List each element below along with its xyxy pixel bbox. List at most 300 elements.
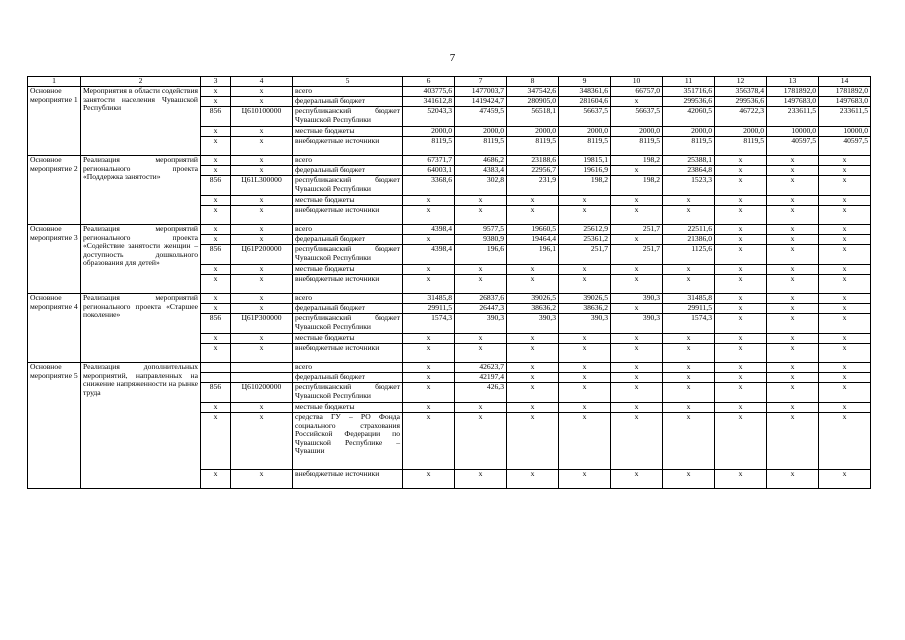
amount-cell: 8119,5	[507, 137, 559, 156]
amount-cell: х	[663, 363, 715, 373]
amount-cell: 21386,0	[663, 235, 715, 245]
amount-cell: 280905,0	[507, 97, 559, 107]
target-article-code-cell: х	[231, 127, 293, 137]
target-article-code-cell: х	[231, 294, 293, 304]
amount-cell: 251,7	[611, 245, 663, 265]
amount-cell: х	[403, 235, 455, 245]
target-article-code-cell: х	[231, 235, 293, 245]
amount-cell: х	[819, 265, 871, 275]
amount-cell: 56637,5	[611, 107, 663, 127]
amount-cell: 8119,5	[559, 137, 611, 156]
amount-cell: х	[559, 275, 611, 294]
amount-cell: х	[507, 344, 559, 363]
amount-cell: 56518,1	[507, 107, 559, 127]
amount-cell: 25612,9	[559, 225, 611, 235]
amount-cell: х	[767, 334, 819, 344]
table-row	[28, 87, 871, 97]
amount-cell: х	[403, 373, 455, 383]
amount-cell: 198,2	[611, 176, 663, 196]
funding-source-cell: всего	[293, 225, 403, 235]
amount-cell: 19660,5	[507, 225, 559, 235]
amount-cell: х	[403, 265, 455, 275]
amount-cell: х	[715, 373, 767, 383]
amount-cell: х	[507, 373, 559, 383]
amount-cell: х	[663, 373, 715, 383]
funding-source-cell: федеральный бюджет	[293, 235, 403, 245]
amount-cell: х	[611, 403, 663, 413]
amount-cell: х	[611, 206, 663, 225]
amount-cell: х	[767, 470, 819, 489]
amount-cell: х	[715, 196, 767, 206]
amount-cell: х	[507, 470, 559, 489]
amount-cell: х	[819, 334, 871, 344]
amount-cell: 8119,5	[611, 137, 663, 156]
amount-cell: 22511,6	[663, 225, 715, 235]
amount-cell: 29911,5	[663, 304, 715, 314]
amount-cell: 22956,7	[507, 166, 559, 176]
amount-cell: 356378,4	[715, 87, 767, 97]
amount-cell: 38636,2	[559, 304, 611, 314]
amount-cell: х	[715, 363, 767, 373]
header-cell: 9	[559, 77, 611, 87]
amount-cell: 8119,5	[403, 137, 455, 156]
amount-cell: х	[767, 206, 819, 225]
target-article-code-cell: Ц61P300000	[231, 314, 293, 334]
amount-cell: х	[663, 334, 715, 344]
amount-cell: х	[819, 470, 871, 489]
amount-cell: х	[403, 383, 455, 403]
chief-administrator-code-cell: х	[201, 166, 231, 176]
funding-source-cell: внебюджетные источники	[293, 470, 403, 489]
amount-cell: 38636,2	[507, 304, 559, 314]
amount-cell: х	[663, 413, 715, 470]
amount-cell: х	[611, 383, 663, 403]
amount-cell: х	[663, 403, 715, 413]
amount-cell: х	[715, 314, 767, 334]
amount-cell: х	[715, 245, 767, 265]
amount-cell: х	[715, 413, 767, 470]
amount-cell: х	[715, 470, 767, 489]
amount-cell: х	[559, 373, 611, 383]
amount-cell: х	[559, 403, 611, 413]
amount-cell: х	[819, 383, 871, 403]
target-article-code-cell: х	[231, 156, 293, 166]
chief-administrator-code-cell: х	[201, 97, 231, 107]
amount-cell: х	[507, 363, 559, 373]
funding-source-cell: республиканский бюджет Чувашской Республики	[293, 245, 403, 265]
chief-administrator-code-cell: 856	[201, 176, 231, 196]
chief-administrator-code-cell: 856	[201, 314, 231, 334]
funding-source-cell: внебюджетные источники	[293, 137, 403, 156]
header-cell: 10	[611, 77, 663, 87]
amount-cell: х	[559, 265, 611, 275]
amount-cell: х	[611, 275, 663, 294]
amount-cell: х	[403, 363, 455, 373]
amount-cell: 390,3	[611, 294, 663, 304]
amount-cell: 281604,6	[559, 97, 611, 107]
amount-cell: 1477003,7	[455, 87, 507, 97]
target-article-code-cell: Ц61L300000	[231, 176, 293, 196]
amount-cell: 39026,5	[559, 294, 611, 304]
amount-cell: х	[819, 403, 871, 413]
funding-source-cell: республиканский бюджет Чувашской Республики	[293, 314, 403, 334]
amount-cell: 347542,6	[507, 87, 559, 97]
amount-cell: 25388,1	[663, 156, 715, 166]
funding-source-cell: федеральный бюджет	[293, 97, 403, 107]
amount-cell: х	[715, 344, 767, 363]
amount-cell: 8119,5	[715, 137, 767, 156]
chief-administrator-code-cell: х	[201, 403, 231, 413]
amount-cell: 251,7	[611, 225, 663, 235]
amount-cell: х	[663, 275, 715, 294]
amount-cell: 19815,1	[559, 156, 611, 166]
amount-cell: х	[559, 344, 611, 363]
amount-cell: 56637,5	[559, 107, 611, 127]
target-article-code-cell: х	[231, 196, 293, 206]
amount-cell: х	[663, 206, 715, 225]
amount-cell: 23188,6	[507, 156, 559, 166]
event-name-cell: Основное мероприятие 1	[28, 87, 81, 156]
amount-cell: х	[767, 294, 819, 304]
amount-cell: 2000,0	[559, 127, 611, 137]
amount-cell: х	[767, 166, 819, 176]
amount-cell: х	[507, 206, 559, 225]
amount-cell: 251,7	[559, 245, 611, 265]
amount-cell: 1781892,0	[767, 87, 819, 97]
amount-cell: х	[819, 235, 871, 245]
funding-source-cell: федеральный бюджет	[293, 166, 403, 176]
amount-cell: 42060,5	[663, 107, 715, 127]
amount-cell: х	[715, 166, 767, 176]
funding-source-cell: республиканский бюджет Чувашской Республики	[293, 107, 403, 127]
amount-cell: 233611,5	[819, 107, 871, 127]
chief-administrator-code-cell: х	[201, 344, 231, 363]
chief-administrator-code-cell	[201, 373, 231, 383]
amount-cell: х	[819, 294, 871, 304]
amount-cell: х	[715, 176, 767, 196]
header-cell: 6	[403, 77, 455, 87]
amount-cell: х	[715, 156, 767, 166]
amount-cell: х	[559, 470, 611, 489]
funding-source-cell: республиканский бюджет Чувашской Республики	[293, 176, 403, 196]
event-description-cell: Реализация дополнительных мероприятий, направленных на снижение напряженности на рынке труда	[81, 363, 201, 489]
funding-source-cell: внебюджетные источники	[293, 206, 403, 225]
amount-cell: 390,3	[559, 314, 611, 334]
amount-cell: х	[403, 196, 455, 206]
amount-cell: 19616,9	[559, 166, 611, 176]
amount-cell: х	[663, 344, 715, 363]
amount-cell: х	[507, 413, 559, 470]
amount-cell: х	[819, 413, 871, 470]
amount-cell: х	[507, 265, 559, 275]
header-cell: 3	[201, 77, 231, 87]
amount-cell: х	[559, 383, 611, 403]
chief-administrator-code-cell: х	[201, 87, 231, 97]
page-number: 7	[449, 52, 456, 64]
amount-cell: х	[767, 304, 819, 314]
amount-cell: х	[663, 470, 715, 489]
amount-cell: х	[767, 373, 819, 383]
amount-cell: 31485,8	[403, 294, 455, 304]
target-article-code-cell: Ц610200000	[231, 383, 293, 403]
target-article-code-cell: х	[231, 137, 293, 156]
amount-cell: 64003,1	[403, 166, 455, 176]
amount-cell: х	[767, 403, 819, 413]
amount-cell: х	[767, 363, 819, 373]
amount-cell: х	[403, 403, 455, 413]
header-cell: 7	[455, 77, 507, 87]
header-cell: 13	[767, 77, 819, 87]
event-name-cell: Основное мероприятие 3	[28, 225, 81, 294]
amount-cell: х	[767, 156, 819, 166]
header-cell: 4	[231, 77, 293, 87]
amount-cell: 52043,3	[403, 107, 455, 127]
event-name-cell: Основное мероприятие 4	[28, 294, 81, 363]
chief-administrator-code-cell: х	[201, 294, 231, 304]
amount-cell: 4398,4	[403, 245, 455, 265]
header-cell: 11	[663, 77, 715, 87]
target-article-code-cell	[231, 363, 293, 373]
funding-source-cell: всего	[293, 87, 403, 97]
event-description-cell: Мероприятия в области содействия занятости населения Чувашской Республики	[81, 87, 201, 156]
amount-cell: х	[455, 275, 507, 294]
target-article-code-cell: х	[231, 225, 293, 235]
amount-cell: 426,3	[455, 383, 507, 403]
amount-cell: 10000,0	[819, 127, 871, 137]
amount-cell: 351716,6	[663, 87, 715, 97]
amount-cell: х	[507, 275, 559, 294]
amount-cell: х	[819, 344, 871, 363]
amount-cell: х	[455, 403, 507, 413]
amount-cell: х	[767, 383, 819, 403]
amount-cell: х	[403, 206, 455, 225]
amount-cell: х	[715, 334, 767, 344]
amount-cell: 2000,0	[403, 127, 455, 137]
funding-source-cell: внебюджетные источники	[293, 275, 403, 294]
amount-cell: х	[507, 196, 559, 206]
header-cell: 1	[28, 77, 81, 87]
amount-cell: 390,3	[455, 314, 507, 334]
header-row	[28, 77, 871, 87]
header-cell: 8	[507, 77, 559, 87]
amount-cell: х	[819, 363, 871, 373]
amount-cell: 390,3	[611, 314, 663, 334]
funding-source-cell: республиканский бюджет Чувашской Республики	[293, 383, 403, 403]
funding-source-cell: всего	[293, 294, 403, 304]
target-article-code-cell: х	[231, 334, 293, 344]
amount-cell: 1574,3	[663, 314, 715, 334]
amount-cell: х	[455, 334, 507, 344]
amount-cell: 2000,0	[507, 127, 559, 137]
amount-cell: х	[611, 265, 663, 275]
target-article-code-cell: х	[231, 87, 293, 97]
funding-source-cell: местные бюджеты	[293, 265, 403, 275]
amount-cell: 31485,8	[663, 294, 715, 304]
amount-cell: 231,9	[507, 176, 559, 196]
chief-administrator-code-cell: 856	[201, 245, 231, 265]
amount-cell: 9577,5	[455, 225, 507, 235]
amount-cell: 3368,6	[403, 176, 455, 196]
amount-cell: х	[819, 373, 871, 383]
amount-cell: х	[559, 334, 611, 344]
amount-cell: 4383,4	[455, 166, 507, 176]
chief-administrator-code-cell: х	[201, 334, 231, 344]
amount-cell: х	[611, 97, 663, 107]
target-article-code-cell: х	[231, 97, 293, 107]
event-description-cell: Реализация мероприятий регионального проекта «Содействие занятости женщин – доступность дошкольного образования для детей»	[81, 225, 201, 294]
chief-administrator-code-cell	[201, 363, 231, 373]
chief-administrator-code-cell: х	[201, 413, 231, 470]
amount-cell: х	[715, 294, 767, 304]
amount-cell: х	[715, 403, 767, 413]
amount-cell: х	[767, 344, 819, 363]
amount-cell: х	[559, 206, 611, 225]
amount-cell: х	[455, 206, 507, 225]
target-article-code-cell: Ц610100000	[231, 107, 293, 127]
amount-cell: 2000,0	[715, 127, 767, 137]
amount-cell: 67371,7	[403, 156, 455, 166]
amount-cell: х	[819, 314, 871, 334]
amount-cell: 39026,5	[507, 294, 559, 304]
amount-cell: х	[819, 176, 871, 196]
amount-cell: х	[715, 383, 767, 403]
amount-cell: х	[767, 176, 819, 196]
amount-cell: х	[455, 413, 507, 470]
target-article-code-cell: х	[231, 265, 293, 275]
amount-cell: 341612,8	[403, 97, 455, 107]
amount-cell: 2000,0	[455, 127, 507, 137]
funding-source-cell: всего	[293, 156, 403, 166]
amount-cell: 46722,3	[715, 107, 767, 127]
amount-cell: 1781892,0	[819, 87, 871, 97]
header-cell: 2	[81, 77, 201, 87]
amount-cell: 299536,6	[715, 97, 767, 107]
target-article-code-cell: х	[231, 206, 293, 225]
amount-cell: 403775,6	[403, 87, 455, 97]
funding-source-cell: внебюджетные источники	[293, 344, 403, 363]
amount-cell: х	[767, 225, 819, 235]
amount-cell: х	[559, 363, 611, 373]
target-article-code-cell: х	[231, 275, 293, 294]
amount-cell: 302,8	[455, 176, 507, 196]
amount-cell: 1419424,7	[455, 97, 507, 107]
amount-cell: 2000,0	[663, 127, 715, 137]
amount-cell: х	[611, 344, 663, 363]
target-article-code-cell: х	[231, 304, 293, 314]
amount-cell: 390,3	[507, 314, 559, 334]
amount-cell: 299536,6	[663, 97, 715, 107]
amount-cell: х	[611, 166, 663, 176]
amount-cell: х	[819, 156, 871, 166]
amount-cell: х	[819, 196, 871, 206]
amount-cell: 42197,4	[455, 373, 507, 383]
funding-source-cell: местные бюджеты	[293, 127, 403, 137]
chief-administrator-code-cell: 856	[201, 383, 231, 403]
amount-cell: 8119,5	[663, 137, 715, 156]
table-row	[28, 156, 871, 166]
amount-cell: 26837,6	[455, 294, 507, 304]
funding-source-cell: всего	[293, 363, 403, 373]
amount-cell: х	[819, 166, 871, 176]
amount-cell: 66757,0	[611, 87, 663, 97]
chief-administrator-code-cell: х	[201, 127, 231, 137]
funding-source-cell: местные бюджеты	[293, 403, 403, 413]
chief-administrator-code-cell: х	[201, 196, 231, 206]
funding-source-cell: местные бюджеты	[293, 334, 403, 344]
amount-cell: х	[715, 235, 767, 245]
amount-cell: 26447,3	[455, 304, 507, 314]
amount-cell: х	[611, 363, 663, 373]
chief-administrator-code-cell: х	[201, 137, 231, 156]
amount-cell: х	[767, 235, 819, 245]
amount-cell: 23864,8	[663, 166, 715, 176]
amount-cell: х	[715, 206, 767, 225]
amount-cell: х	[455, 196, 507, 206]
target-article-code-cell: Ц61P200000	[231, 245, 293, 265]
amount-cell: х	[715, 265, 767, 275]
amount-cell: 1497683,0	[819, 97, 871, 107]
amount-cell: х	[559, 196, 611, 206]
amount-cell: х	[767, 196, 819, 206]
amount-cell: х	[507, 383, 559, 403]
header-cell: 12	[715, 77, 767, 87]
amount-cell: х	[819, 304, 871, 314]
amount-cell: х	[611, 304, 663, 314]
target-article-code-cell: х	[231, 413, 293, 470]
chief-administrator-code-cell: х	[201, 265, 231, 275]
amount-cell: 10000,0	[767, 127, 819, 137]
amount-cell: х	[611, 373, 663, 383]
amount-cell: 42623,7	[455, 363, 507, 373]
budget-table	[27, 76, 871, 489]
amount-cell: х	[819, 206, 871, 225]
table-body	[28, 87, 871, 489]
chief-administrator-code-cell: 856	[201, 107, 231, 127]
target-article-code-cell	[231, 373, 293, 383]
amount-cell: 196,6	[455, 245, 507, 265]
header-cell: 14	[819, 77, 871, 87]
amount-cell: х	[767, 314, 819, 334]
funding-source-cell: средства ГУ – РО Фонда социального страхования Российской Федерации по Чувашской Республике – Чувашии	[293, 413, 403, 470]
amount-cell: х	[611, 413, 663, 470]
amount-cell: 47459,5	[455, 107, 507, 127]
amount-cell: х	[611, 235, 663, 245]
chief-administrator-code-cell: х	[201, 304, 231, 314]
amount-cell: 40597,5	[819, 137, 871, 156]
event-description-cell: Реализация мероприятий регионального проекта «Старшее поколение»	[81, 294, 201, 363]
target-article-code-cell: х	[231, 403, 293, 413]
amount-cell: х	[455, 470, 507, 489]
amount-cell: х	[819, 225, 871, 235]
amount-cell: х	[767, 265, 819, 275]
amount-cell: 8119,5	[455, 137, 507, 156]
amount-cell: 1125,6	[663, 245, 715, 265]
amount-cell: х	[767, 413, 819, 470]
amount-cell: 1574,3	[403, 314, 455, 334]
amount-cell: х	[819, 275, 871, 294]
header-cell: 5	[293, 77, 403, 87]
table-row	[28, 225, 871, 235]
chief-administrator-code-cell: х	[201, 206, 231, 225]
amount-cell: 233611,5	[767, 107, 819, 127]
funding-source-cell: местные бюджеты	[293, 196, 403, 206]
amount-cell: 4686,2	[455, 156, 507, 166]
amount-cell: 9380,9	[455, 235, 507, 245]
amount-cell: х	[559, 413, 611, 470]
amount-cell: х	[507, 334, 559, 344]
amount-cell: х	[663, 265, 715, 275]
amount-cell: 198,2	[559, 176, 611, 196]
